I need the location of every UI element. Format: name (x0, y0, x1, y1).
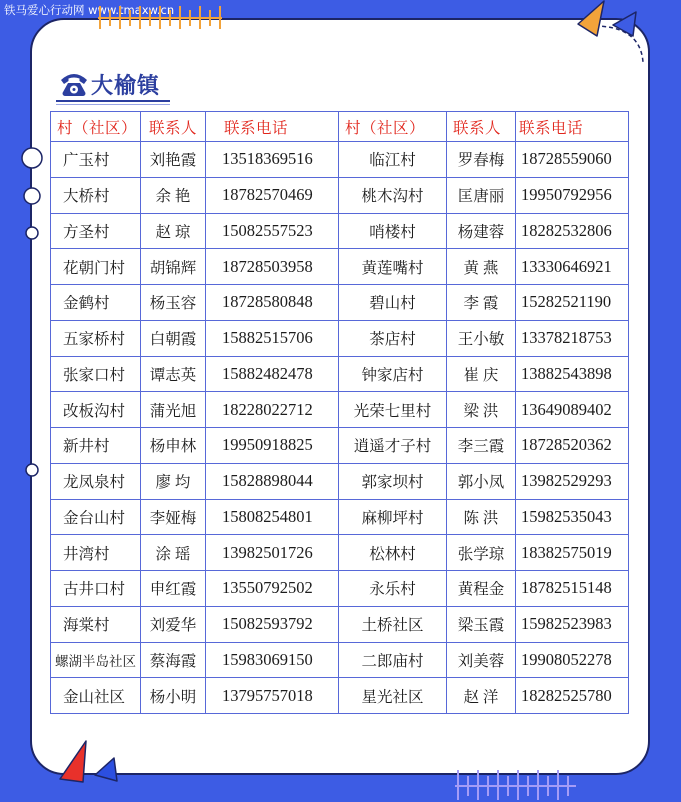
contact-name-cell: 赵 琼 (141, 213, 206, 249)
table-header-row (51, 112, 629, 142)
phone-number-cell: 18282525780 (516, 678, 629, 714)
contact-table (50, 111, 629, 714)
village-cell: 广玉村 (51, 142, 141, 178)
village-cell: 桃木沟村 (339, 177, 447, 213)
phone-number-cell: 13882543898 (516, 356, 629, 392)
table-row (51, 571, 629, 607)
contact-name-cell: 郭小凤 (447, 463, 516, 499)
village-cell: 逍遥才子村 (339, 428, 447, 464)
table-row (51, 642, 629, 678)
contact-name-cell: 张学琼 (447, 535, 516, 571)
contact-name-cell: 刘美蓉 (447, 642, 516, 678)
phone-number-cell: 18282532806 (516, 213, 629, 249)
phone-number-cell: 15983069150 (206, 642, 339, 678)
title-underline-secondary (56, 104, 170, 105)
village-cell: 新井村 (51, 428, 141, 464)
contact-name-cell: 杨建蓉 (447, 213, 516, 249)
village-cell: 二郎庙村 (339, 642, 447, 678)
village-cell: 麻柳坪村 (339, 499, 447, 535)
column-header-village: 村（社区） (339, 112, 447, 142)
village-cell: 哨楼村 (339, 213, 447, 249)
table-row (51, 535, 629, 571)
village-cell: 松林村 (339, 535, 447, 571)
table-row (51, 249, 629, 285)
village-cell: 方圣村 (51, 213, 141, 249)
phone-number-cell: 15282521190 (516, 285, 629, 321)
phone-number-cell: 18728520362 (516, 428, 629, 464)
contact-name-cell: 李三霞 (447, 428, 516, 464)
contact-name-cell: 蒲光旭 (141, 392, 206, 428)
contact-name-cell: 余 艳 (141, 177, 206, 213)
phone-number-cell: 15982523983 (516, 606, 629, 642)
phone-number-cell: 13550792502 (206, 571, 339, 607)
village-cell: 螺湖半岛社区 (51, 642, 141, 678)
table-row (51, 213, 629, 249)
column-header-phone: 联系电话 (206, 112, 339, 142)
telephone-icon (60, 71, 88, 97)
site-watermark: 铁马爱心行动网 www.tmaxw.cn (4, 3, 175, 17)
phone-number-cell: 18728580848 (206, 285, 339, 321)
contact-name-cell: 赵 洋 (447, 678, 516, 714)
village-cell: 星光社区 (339, 678, 447, 714)
phone-number-cell: 13982529293 (516, 463, 629, 499)
phone-number-cell: 15882515706 (206, 320, 339, 356)
phone-number-cell: 18782570469 (206, 177, 339, 213)
village-cell: 花朝门村 (51, 249, 141, 285)
town-name: 大榆镇 (91, 73, 161, 99)
phone-number-cell: 15828898044 (206, 463, 339, 499)
village-cell: 钟家店村 (339, 356, 447, 392)
contact-name-cell: 申红霞 (141, 571, 206, 607)
contact-name-cell: 胡锦辉 (141, 249, 206, 285)
village-cell: 五家桥村 (51, 320, 141, 356)
contact-name-cell: 蔡海霞 (141, 642, 206, 678)
column-header-village: 村（社区） (51, 112, 141, 142)
page-title (60, 68, 160, 100)
contact-name-cell: 梁玉霞 (447, 606, 516, 642)
village-cell: 碧山村 (339, 285, 447, 321)
table-row (51, 285, 629, 321)
village-cell: 黄莲嘴村 (339, 249, 447, 285)
table-row (51, 428, 629, 464)
phone-number-cell: 15982535043 (516, 499, 629, 535)
phone-number-cell: 15082593792 (206, 606, 339, 642)
phone-number-cell: 13518369516 (206, 142, 339, 178)
phone-number-cell: 13378218753 (516, 320, 629, 356)
contact-name-cell: 杨申林 (141, 428, 206, 464)
village-cell: 古井口村 (51, 571, 141, 607)
table-row (51, 356, 629, 392)
phone-number-cell: 13330646921 (516, 249, 629, 285)
phone-number-cell: 18728559060 (516, 142, 629, 178)
contact-name-cell: 陈 洪 (447, 499, 516, 535)
village-cell: 永乐村 (339, 571, 447, 607)
contact-name-cell: 刘爱华 (141, 606, 206, 642)
village-cell: 茶店村 (339, 320, 447, 356)
contact-name-cell: 罗春梅 (447, 142, 516, 178)
phone-number-cell: 15082557523 (206, 213, 339, 249)
column-header-contact: 联系人 (447, 112, 516, 142)
phone-number-cell: 19950792956 (516, 177, 629, 213)
village-cell: 海棠村 (51, 606, 141, 642)
table-row (51, 499, 629, 535)
contact-name-cell: 梁 洪 (447, 392, 516, 428)
phone-number-cell: 13982501726 (206, 535, 339, 571)
contact-name-cell: 李娅梅 (141, 499, 206, 535)
village-cell: 临江村 (339, 142, 447, 178)
contact-name-cell: 黄程金 (447, 571, 516, 607)
column-header-phone: 联系电话 (516, 112, 629, 142)
phone-number-cell: 15882482478 (206, 356, 339, 392)
village-cell: 金鹤村 (51, 285, 141, 321)
village-cell: 井湾村 (51, 535, 141, 571)
contact-name-cell: 白朝霞 (141, 320, 206, 356)
contact-name-cell: 涂 瑶 (141, 535, 206, 571)
table-row (51, 463, 629, 499)
contact-name-cell: 杨玉容 (141, 285, 206, 321)
table-row (51, 142, 629, 178)
column-header-contact: 联系人 (141, 112, 206, 142)
phone-number-cell: 18382575019 (516, 535, 629, 571)
contact-name-cell: 匡唐丽 (447, 177, 516, 213)
village-cell: 金山社区 (51, 678, 141, 714)
table-row (51, 320, 629, 356)
phone-number-cell: 19908052278 (516, 642, 629, 678)
village-cell: 郭家坝村 (339, 463, 447, 499)
village-cell: 光荣七里村 (339, 392, 447, 428)
table-row (51, 392, 629, 428)
contact-name-cell: 谭志英 (141, 356, 206, 392)
phone-number-cell: 18728503958 (206, 249, 339, 285)
phone-number-cell: 18228022712 (206, 392, 339, 428)
phone-number-cell: 13649089402 (516, 392, 629, 428)
contact-name-cell: 廖 均 (141, 463, 206, 499)
table-row (51, 177, 629, 213)
contact-name-cell: 崔 庆 (447, 356, 516, 392)
phone-number-cell: 19950918825 (206, 428, 339, 464)
table-row (51, 606, 629, 642)
table-row (51, 678, 629, 714)
village-cell: 大桥村 (51, 177, 141, 213)
phone-number-cell: 13795757018 (206, 678, 339, 714)
phone-number-cell: 18782515148 (516, 571, 629, 607)
phone-number-cell: 15808254801 (206, 499, 339, 535)
contact-name-cell: 杨小明 (141, 678, 206, 714)
contact-name-cell: 刘艳霞 (141, 142, 206, 178)
village-cell: 改板沟村 (51, 392, 141, 428)
village-cell: 张家口村 (51, 356, 141, 392)
table-body (51, 142, 629, 714)
village-cell: 土桥社区 (339, 606, 447, 642)
contact-name-cell: 黄 燕 (447, 249, 516, 285)
title-underline (56, 100, 170, 102)
village-cell: 金台山村 (51, 499, 141, 535)
contact-name-cell: 李 霞 (447, 285, 516, 321)
contact-name-cell: 王小敏 (447, 320, 516, 356)
village-cell: 龙凤泉村 (51, 463, 141, 499)
